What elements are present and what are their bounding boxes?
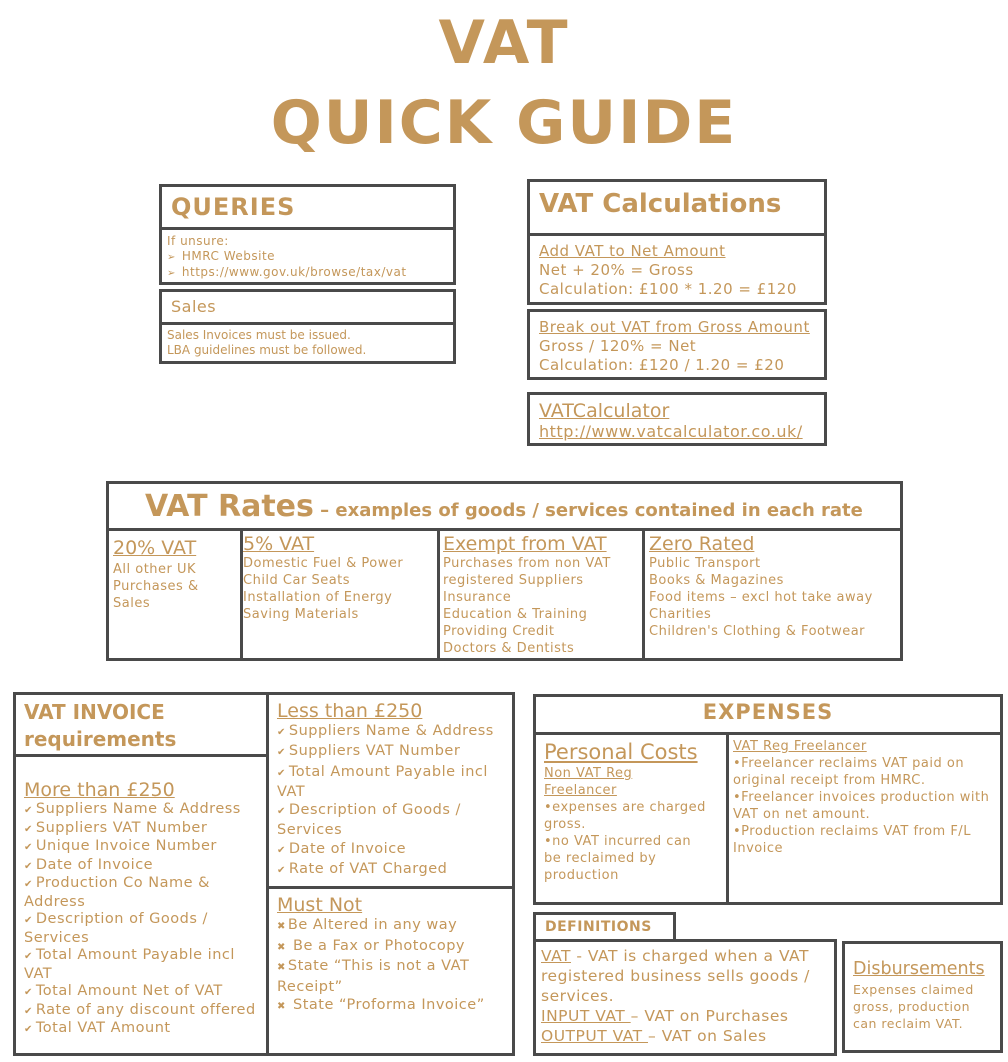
list-item-continued: Receipt” bbox=[277, 978, 343, 995]
list-item: ✔ Description of Goods / bbox=[277, 801, 513, 821]
definitions-box: VAT - VAT is charged when a VAT registered business sells goods / services. INPUT VAT – VAT on Purchases OUTPUT VAT – VAT on Sales bbox=[533, 939, 837, 1056]
breakout-vat-calculation: Calculation: £120 / 1.20 = £20 bbox=[539, 356, 785, 374]
title-line-2: QUICK GUIDE bbox=[270, 88, 738, 158]
list-item: ✔ Production Co Name & bbox=[24, 875, 268, 894]
queries-heading-box bbox=[159, 184, 456, 230]
list-item: ✔ Rate of any discount offered bbox=[24, 1002, 268, 1021]
list-item: ✔ Total Amount Net of VAT bbox=[24, 983, 268, 1002]
breakout-vat-title: Break out VAT from Gross Amount bbox=[539, 318, 810, 336]
list-item: ✔ Suppliers VAT Number bbox=[24, 820, 268, 839]
sales-body bbox=[159, 322, 456, 364]
less-than-250-box bbox=[266, 692, 515, 889]
list-item: ✔ Total Amount Payable incl bbox=[24, 947, 268, 966]
definitions-heading-box bbox=[533, 912, 676, 942]
rate-5-column: 5% VAT Domestic Fuel & Power Child Car Seats Installation of Energy Saving Materials bbox=[243, 533, 435, 623]
list-item-continued: Address bbox=[24, 893, 86, 910]
zero-rated-column: Zero Rated Public Transport Books & Magazines Food items – excl hot take away Charities Children's Clothing & Footwear bbox=[649, 533, 899, 640]
less-than-250-title: Less than £250 bbox=[277, 700, 423, 722]
more-than-250-box bbox=[13, 754, 269, 1056]
zero-rated-title: Zero Rated bbox=[649, 533, 755, 555]
divider bbox=[106, 528, 903, 531]
list-item: ✖ State “Proforma Invoice” bbox=[277, 996, 513, 1017]
vat-rates-subheading: – examples of goods / services contained in each rate bbox=[313, 500, 863, 521]
list-item: ✔ Date of Invoice bbox=[277, 840, 513, 860]
list-item-continued: VAT bbox=[24, 965, 53, 982]
queries-body bbox=[159, 227, 456, 285]
list-item: ✔ Total VAT Amount bbox=[24, 1020, 268, 1039]
list-item-continued: Services bbox=[24, 929, 90, 946]
sales-heading-box bbox=[159, 289, 456, 325]
input-vat-term: INPUT VAT bbox=[541, 1007, 631, 1025]
breakout-vat-formula: Gross / 120% = Net bbox=[539, 337, 697, 355]
breakout-vat-box bbox=[527, 309, 827, 380]
invoice-heading-box bbox=[13, 692, 269, 757]
list-item: ✔ Unique Invoice Number bbox=[24, 838, 268, 857]
exempt-column: Exempt from VAT Purchases from non VAT registered Suppliers Insurance Education & Training Providing Credit Doctors & Dentists bbox=[443, 533, 639, 657]
title-line-1: VAT bbox=[438, 8, 570, 78]
sales-heading: Sales bbox=[171, 297, 217, 316]
personal-costs-title: Personal Costs bbox=[544, 740, 698, 764]
add-vat-box bbox=[527, 233, 827, 305]
queries-intro: If unsure: bbox=[167, 234, 229, 248]
add-vat-title: Add VAT to Net Amount bbox=[539, 242, 726, 260]
vat-reg-freelancer-title: VAT Reg Freelancer bbox=[733, 739, 867, 754]
definitions-heading: DEFINITIONS bbox=[545, 919, 652, 935]
invoice-heading: VAT INVOICE bbox=[24, 700, 165, 724]
queries-heading: QUERIES bbox=[171, 193, 296, 221]
must-not-box bbox=[266, 886, 515, 1056]
list-item-continued: VAT bbox=[277, 783, 306, 800]
vat-calc-heading-box bbox=[527, 179, 827, 236]
expenses-heading: EXPENSES bbox=[702, 700, 834, 724]
divider bbox=[437, 531, 440, 661]
rate-20-column: 20% VAT All other UK Purchases & Sales bbox=[113, 537, 237, 612]
vat-rates-header bbox=[145, 489, 863, 524]
vat-calculator-title[interactable]: VATCalculator bbox=[539, 400, 670, 422]
invoice-subheading: requirements bbox=[24, 727, 177, 751]
vat-calculator-url[interactable]: http://www.vatcalculator.co.uk/ bbox=[539, 422, 803, 441]
must-not-title: Must Not bbox=[277, 894, 363, 916]
divider bbox=[533, 732, 1003, 735]
list-item: ✖ Be a Fax or Photocopy bbox=[277, 937, 513, 958]
sales-line: LBA guidelines must be followed. bbox=[167, 343, 367, 357]
rate-20-title: 20% VAT bbox=[113, 537, 197, 559]
output-vat-term: OUTPUT VAT bbox=[541, 1027, 649, 1045]
personal-costs-column: Personal Costs Non VAT Reg Freelancer •expenses are charged gross. •no VAT incurred can be reclaimed by production bbox=[544, 739, 724, 884]
add-vat-calculation: Calculation: £100 * 1.20 = £120 bbox=[539, 280, 797, 298]
vat-term: VAT bbox=[541, 947, 571, 965]
list-item: ✔ Suppliers Name & Address bbox=[277, 722, 513, 742]
exempt-title: Exempt from VAT bbox=[443, 533, 607, 555]
rate-5-title: 5% VAT bbox=[243, 533, 315, 555]
gov-uk-link[interactable]: ➢ https://www.gov.uk/browse/tax/vat bbox=[167, 265, 407, 281]
list-item-continued: Services bbox=[277, 822, 343, 839]
sales-line: Sales Invoices must be issued. bbox=[167, 328, 351, 342]
freelancer-label: Freelancer bbox=[544, 783, 617, 798]
list-item: ✖ State “This is not a VAT bbox=[277, 957, 513, 978]
list-item: ✔ Suppliers VAT Number bbox=[277, 742, 513, 762]
more-than-250-title: More than £250 bbox=[24, 779, 175, 801]
non-vat-reg-label: Non VAT Reg bbox=[544, 766, 633, 781]
list-item: ✔ Total Amount Payable incl bbox=[277, 763, 513, 783]
list-item: ✔ Date of Invoice bbox=[24, 857, 268, 876]
list-item: ✔ Suppliers Name & Address bbox=[24, 801, 268, 820]
vat-rates-heading: VAT Rates bbox=[145, 489, 314, 524]
list-item: ✔ Description of Goods / bbox=[24, 911, 268, 930]
list-item: ✖ Be Altered in any way bbox=[277, 916, 513, 937]
vat-reg-freelancer-column: VAT Reg Freelancer •Freelancer reclaims VAT paid on original receipt from HMRC. •Freelancer invoices production with VAT on net amount. •Production reclaims VAT from F/L Invoice bbox=[733, 738, 999, 857]
divider bbox=[726, 735, 729, 905]
divider bbox=[642, 531, 645, 661]
hmrc-website-link[interactable]: ➢ HMRC Website bbox=[167, 249, 407, 265]
vat-calc-heading: VAT Calculations bbox=[539, 189, 782, 219]
list-item: ✔ Rate of VAT Charged bbox=[277, 860, 513, 880]
vat-calculator-box bbox=[527, 392, 827, 446]
add-vat-formula: Net + 20% = Gross bbox=[539, 261, 694, 279]
disbursements-title: Disbursements bbox=[853, 959, 985, 979]
disbursements-box: Disbursements Expenses claimed gross, production can reclaim VAT. bbox=[842, 941, 1003, 1053]
